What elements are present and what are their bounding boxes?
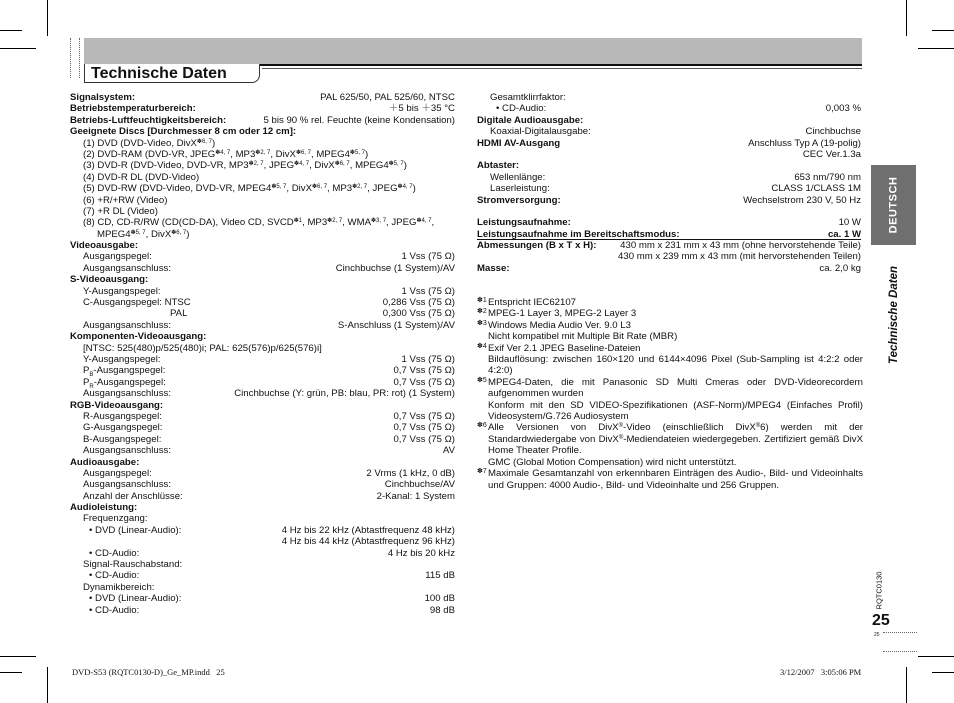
- spec-row: [70, 582, 455, 593]
- spec-row: [70, 206, 455, 217]
- spec-row: [477, 103, 861, 114]
- spec-value: ca. 2,0 kg: [819, 262, 861, 274]
- spec-row: [70, 388, 455, 399]
- footnote-marker: ✽7: [477, 468, 487, 476]
- spec-row: [70, 422, 455, 433]
- spec-label: Koaxial-Digitalausgabe:: [490, 126, 591, 138]
- footnote: [477, 468, 863, 491]
- doc-code: RQTC0130: [874, 571, 884, 609]
- dotted-rule: [883, 632, 917, 633]
- spec-label: C-Ausgangspegel: NTSC: [83, 297, 191, 309]
- spec-row: [70, 411, 455, 422]
- footnote-text: Entspricht IEC62107: [488, 297, 576, 308]
- spec-label: Digitale Audioausgabe:: [477, 114, 584, 126]
- spec-row: [70, 286, 455, 297]
- spec-row: [477, 149, 861, 160]
- spec-row: [477, 92, 861, 103]
- spec-label: Audioleistung:: [70, 502, 138, 514]
- spec-value: 4 Hz bis 44 kHz (Abtastfrequenz 96 kHz): [281, 536, 455, 548]
- spec-label: G-Ausgangspegel:: [83, 422, 163, 434]
- spec-row: [70, 559, 455, 570]
- spec-label: Signalsystem:: [70, 92, 136, 103]
- spec-label: Leistungsaufnahme:: [477, 217, 571, 229]
- language-tab-label: DEUTSCH: [887, 176, 900, 234]
- section-label-wrap: [884, 250, 904, 380]
- spec-label: PAL: [170, 308, 188, 320]
- footnote: [477, 308, 863, 319]
- spec-value: Wechselstrom 230 V, 50 Hz: [743, 194, 861, 206]
- spec-label: HDMI AV-Ausgang: [477, 137, 561, 149]
- crop-mark: [0, 30, 22, 31]
- page-title: Technische Daten: [84, 64, 260, 83]
- spec-label: Audioausgabe:: [70, 456, 140, 468]
- footnote-text: MPEG4-Daten, die mit Panasonic SD Multi Cmeras oder DVD-Videorecordern aufgenommen wurden Konform mit den SD VIDEO-Spezifikationen (ASF-Norm)/MPEG4 (Einfaches Profil) Videosystem/G.726 Audiosystem: [488, 376, 863, 423]
- footnotes: [477, 297, 863, 491]
- spec-value: 0,7 Vss (75 Ω): [393, 433, 455, 445]
- spec-row: [477, 251, 861, 262]
- spec-value: 1 Vss (75 Ω): [401, 251, 455, 263]
- spec-label: Ausgangspegel:: [83, 467, 152, 479]
- spec-row: [70, 513, 455, 524]
- spec-row: [70, 570, 455, 581]
- spec-value: 0,7 Vss (75 Ω): [393, 376, 455, 388]
- spec-row: [70, 479, 455, 490]
- spec-label: Stromversorgung:: [477, 194, 561, 206]
- spec-value: AV: [442, 445, 455, 457]
- spec-label: (3) DVD-R (DVD-Video, DVD-VR, $MP3^{✽2, 7}$, $JPEG^{✽4, 7}$, DivX$^{✽6, 7}$, $MPEG4^{✽5, 7}$): [83, 160, 407, 172]
- spec-label: Ausgangsanschluss:: [83, 479, 171, 491]
- spec-row: [70, 343, 455, 354]
- footnote-text: Maximale Gesamtanzahl von erkennbaren Einträgen des Audio-, Bild- und Videoinhalts und Gruppen: 4000 Audio-, Bild- und Videoinhalte und 256 Gruppen.: [488, 468, 863, 491]
- spec-label: R-Ausgangspegel:: [83, 410, 162, 422]
- spec-value: 115 dB: [425, 570, 455, 582]
- spec-row: [70, 525, 455, 536]
- crop-mark: [932, 672, 954, 673]
- spec-value: ＋5 bis ＋35 °C: [388, 103, 455, 115]
- spec-value: 0,7 Vss (75 Ω): [393, 365, 455, 377]
- doc-code-wrap: [872, 565, 886, 615]
- spec-label: Geeignete Discs [Durchmesser 8 cm oder 12 cm]:: [70, 126, 297, 138]
- page-number-small: 25: [874, 632, 880, 638]
- spec-label: $P_R$-Ausgangspegel:: [83, 376, 166, 390]
- spec-row: [70, 434, 455, 445]
- spec-row: [70, 605, 455, 616]
- spec-label: Gesamtklirrfaktor:: [490, 92, 566, 103]
- header-rule-thin: [262, 68, 862, 69]
- spec-label: $P_B$-Ausgangspegel:: [83, 365, 166, 379]
- spec-row: [477, 229, 861, 240]
- spec-column-left: [70, 92, 455, 616]
- spec-row: [477, 263, 861, 274]
- spec-value: 10 W: [838, 217, 861, 229]
- spec-value: Cinchbuchse (1 System)/AV: [335, 262, 455, 274]
- footnote: [477, 297, 863, 308]
- spec-row: [70, 115, 455, 126]
- spec-value: CLASS 1/CLASS 1M: [771, 183, 861, 195]
- spec-label: Wellenlänge:: [490, 171, 546, 183]
- crop-mark: [0, 656, 36, 657]
- spec-row: [70, 149, 455, 160]
- spec-value: 0,003 %: [825, 103, 861, 115]
- spec-label: Frequenzgang:: [83, 513, 148, 525]
- spec-value: S-Anschluss (1 System)/AV: [337, 319, 455, 331]
- spec-value: 2 Vrms (1 kHz, 0 dB): [366, 467, 455, 479]
- spec-label: Komponenten-Videoausgang:: [70, 331, 207, 343]
- spec-label: Betriebstemperaturbereich:: [70, 103, 196, 115]
- spec-row: [70, 331, 455, 342]
- spec-label: (5) DVD-RW (DVD-Video, DVD-VR, $MPEG4^{✽5, 7}$, DivX$^{✽6, 7}$, $MP3^{✽2, 7}$, $JPEG^{✽4, 7}$): [83, 183, 416, 195]
- spec-value: 653 nm/790 nm: [794, 171, 861, 183]
- spec-label: RGB-Videoausgang:: [70, 399, 164, 411]
- spec-row: [70, 593, 455, 604]
- footnote-marker: ✽2: [477, 308, 487, 316]
- footnote-text: Windows Media Audio Ver. 9.0 L3 Nicht kompatibel mit Multiple Bit Rate (MBR): [488, 319, 678, 343]
- header-banner: [84, 38, 862, 64]
- spec-row: [477, 240, 861, 251]
- spec-label: B-Ausgangspegel:: [83, 433, 162, 445]
- spec-label: • CD-Audio:: [89, 570, 140, 582]
- spec-label: (4) DVD-R DL (DVD-Video): [83, 171, 200, 183]
- spec-value: 0,7 Vss (75 Ω): [393, 422, 455, 434]
- footnote: [477, 422, 863, 468]
- spec-label: Leistungsaufnahme im Bereitschaftsmodus:: [477, 228, 680, 240]
- dotted-guide: [70, 38, 80, 78]
- spec-row: [70, 400, 455, 411]
- spec-value: Anschluss Typ A (19-polig): [748, 137, 861, 149]
- spec-row: [70, 217, 455, 228]
- spec-label: (2) DVD-RAM (DVD-VR, $JPEG^{✽4, 7}$, $MP3^{✽2, 7}$, DivX$^{✽6, 7}$, $MPEG4^{✽5, 7}$): [83, 148, 369, 160]
- spec-row: [70, 195, 455, 206]
- spec-label: Masse:: [477, 262, 510, 274]
- page-number: 25: [872, 612, 890, 629]
- crop-mark: [906, 0, 907, 36]
- spec-value: 4 Hz bis 22 kHz (Abtastfrequenz 48 kHz): [281, 524, 455, 536]
- spec-label: Laserleistung:: [490, 183, 550, 195]
- spec-row: [70, 548, 455, 559]
- spec-row: [70, 365, 455, 379]
- spec-row: [477, 126, 861, 137]
- crop-mark: [47, 667, 48, 703]
- spec-label: Ausgangsanschluss:: [83, 262, 171, 274]
- spec-row: [70, 468, 455, 479]
- spec-label: Abtaster:: [477, 160, 520, 172]
- spec-row: [70, 251, 455, 262]
- spec-row: [477, 206, 861, 217]
- spec-value: 430 mm x 231 mm x 43 mm (ohne hervorstehende Teile): [620, 240, 861, 252]
- spec-row: [70, 160, 455, 171]
- spec-value: PAL 625/50, PAL 525/60, NTSC: [320, 92, 455, 103]
- spec-label: Videoausgabe:: [70, 240, 139, 252]
- language-tab-label-wrap: [871, 165, 916, 245]
- footnote-text: MPEG-1 Layer 3, MPEG-2 Layer 3: [488, 308, 637, 320]
- footnote-text: Exif Ver 2.1 JPEG Baseline-Dateien Bildauflösung: zwischen 160×120 und 6144×4096 Pixel (Sub-Sampling ist 4:2:2 oder 4:2:0): [488, 342, 863, 377]
- spec-value: Cinchbuchse/AV: [384, 479, 455, 491]
- spec-label: S-Videoausgang:: [70, 274, 149, 286]
- spec-row: [70, 263, 455, 274]
- spec-row: [70, 92, 455, 103]
- spec-row: [70, 183, 455, 194]
- footnote: [477, 377, 863, 423]
- spec-label: Ausgangsanschluss:: [83, 388, 171, 400]
- spec-row: [477, 195, 861, 206]
- crop-mark: [0, 672, 22, 673]
- spec-value: 0,7 Vss (75 Ω): [393, 410, 455, 422]
- footnote-marker: ✽5: [477, 376, 487, 384]
- spec-label: Ausgangspegel:: [83, 251, 152, 263]
- spec-row: [477, 183, 861, 194]
- footnote-marker: ✽3: [477, 319, 487, 327]
- spec-label: • DVD (Linear-Audio):: [89, 524, 182, 536]
- spec-label: Abmessungen (B x T x H):: [477, 240, 597, 252]
- crop-mark: [918, 656, 954, 657]
- spec-row: [70, 274, 455, 285]
- spec-row: [477, 217, 861, 228]
- spec-label: Dynamikbereich:: [83, 581, 155, 593]
- footnote-marker: ✽4: [477, 342, 487, 350]
- spec-value: 4 Hz bis 20 kHz: [387, 547, 455, 559]
- spec-label: $MPEG4^{✽5, 7}$, DivX$^{✽6, 7}$): [97, 228, 190, 240]
- spec-row: [477, 115, 861, 126]
- spec-label: (6) +R/+RW (Video): [83, 194, 168, 206]
- spec-label: Y-Ausgangspegel:: [83, 353, 161, 365]
- spec-label: [NTSC: 525(480)p/525(480)i; PAL: 625(576)p/625(576)i]: [83, 342, 322, 354]
- spec-value: 5 bis 90 % rel. Feuchte (keine Kondensation): [263, 114, 455, 126]
- spec-label: • CD-Audio:: [89, 547, 140, 559]
- spec-value: 2-Kanal: 1 System: [376, 490, 455, 502]
- spec-label: • DVD (Linear-Audio):: [89, 593, 182, 605]
- spec-label: • CD-Audio:: [496, 103, 547, 115]
- spec-row: [70, 138, 455, 149]
- spec-value: 1 Vss (75 Ω): [401, 285, 455, 297]
- spec-row: [477, 138, 861, 149]
- spec-value: 98 dB: [429, 604, 455, 616]
- spec-label: (1) DVD (DVD-Video, DivX$^{✽6, 7}$): [83, 137, 216, 149]
- spec-row: [70, 320, 455, 331]
- spec-label: (7) +R DL (Video): [83, 205, 158, 217]
- spec-row: [70, 240, 455, 251]
- spec-label: Ausgangsanschluss:: [83, 319, 171, 331]
- section-label: Technische Daten: [888, 266, 900, 364]
- spec-label: Ausgangsanschluss:: [83, 445, 171, 457]
- spec-value: ca. 1 W: [827, 228, 861, 240]
- dotted-rule: [883, 651, 917, 652]
- spec-label: (8) CD, CD-R/RW (CD(CD-DA), Video CD, $SVCD^{✽1}$, $MP3^{✽2, 7}$, $WMA^{✽3, 7}$, $JPEG^{✽4, 7}$,: [83, 217, 435, 229]
- crop-mark: [932, 30, 954, 31]
- spec-value: Cinchbuchse (Y: grün, PB: blau, PR: rot) (1 System): [234, 388, 455, 400]
- spec-label: Signal-Rauschabstand:: [83, 559, 183, 571]
- footnote: [477, 320, 863, 343]
- spec-label: Y-Ausgangspegel:: [83, 285, 161, 297]
- spec-row: [477, 172, 861, 183]
- footnote: [477, 343, 863, 377]
- spec-row: [70, 229, 455, 240]
- footnote-text: Alle Versionen von DivX®-Video (einschließlich DivX®6) werden mit der Standardwiedergabe von DivX®-Mediendateien wiedergegeben. Zertifiziert gemäß DivX Home Theater Profile. GMC (Global Motion Compensation) wird nicht unterstützt.: [488, 422, 863, 468]
- footer-file-info: DVD-S53 (RQTC0130-D)_Ge_MP.indd 25: [72, 667, 225, 677]
- spec-row: [70, 536, 455, 547]
- crop-mark: [47, 0, 48, 36]
- crop-mark: [906, 667, 907, 703]
- spec-row: [70, 457, 455, 468]
- spec-row: [70, 491, 455, 502]
- spec-label: Anzahl der Anschlüsse:: [83, 490, 183, 502]
- spec-row: [70, 172, 455, 183]
- spec-column-right: [477, 92, 861, 274]
- spec-row: [70, 297, 455, 308]
- spec-row: [70, 308, 455, 319]
- spec-value: 100 dB: [424, 593, 455, 605]
- footnote-marker: ✽1: [477, 297, 487, 304]
- spec-row: [477, 160, 861, 171]
- spec-value: 430 mm x 239 mm x 43 mm (mit hervorstehenden Teilen): [618, 251, 861, 263]
- spec-value: 0,300 Vss (75 Ω): [382, 308, 455, 320]
- spec-value: CEC Ver.1.3a: [802, 148, 861, 160]
- spec-value: Cinchbuchse: [805, 126, 861, 138]
- spec-row: [70, 354, 455, 365]
- spec-value: 0,286 Vss (75 Ω): [382, 297, 455, 309]
- spec-row: [70, 377, 455, 388]
- crop-mark: [0, 48, 36, 49]
- spec-row: [70, 103, 455, 114]
- spec-label: • CD-Audio:: [89, 604, 140, 616]
- spec-row: [70, 502, 455, 513]
- spec-label: Betriebs-Luftfeuchtigkeitsbereich:: [70, 114, 227, 126]
- footer-timestamp: 3/12/2007 3:05:06 PM: [780, 667, 862, 677]
- spec-value: 1 Vss (75 Ω): [401, 353, 455, 365]
- crop-mark: [918, 48, 954, 49]
- spec-row: [70, 126, 455, 137]
- footnote-marker: ✽6: [477, 422, 487, 430]
- spec-row: [70, 445, 455, 456]
